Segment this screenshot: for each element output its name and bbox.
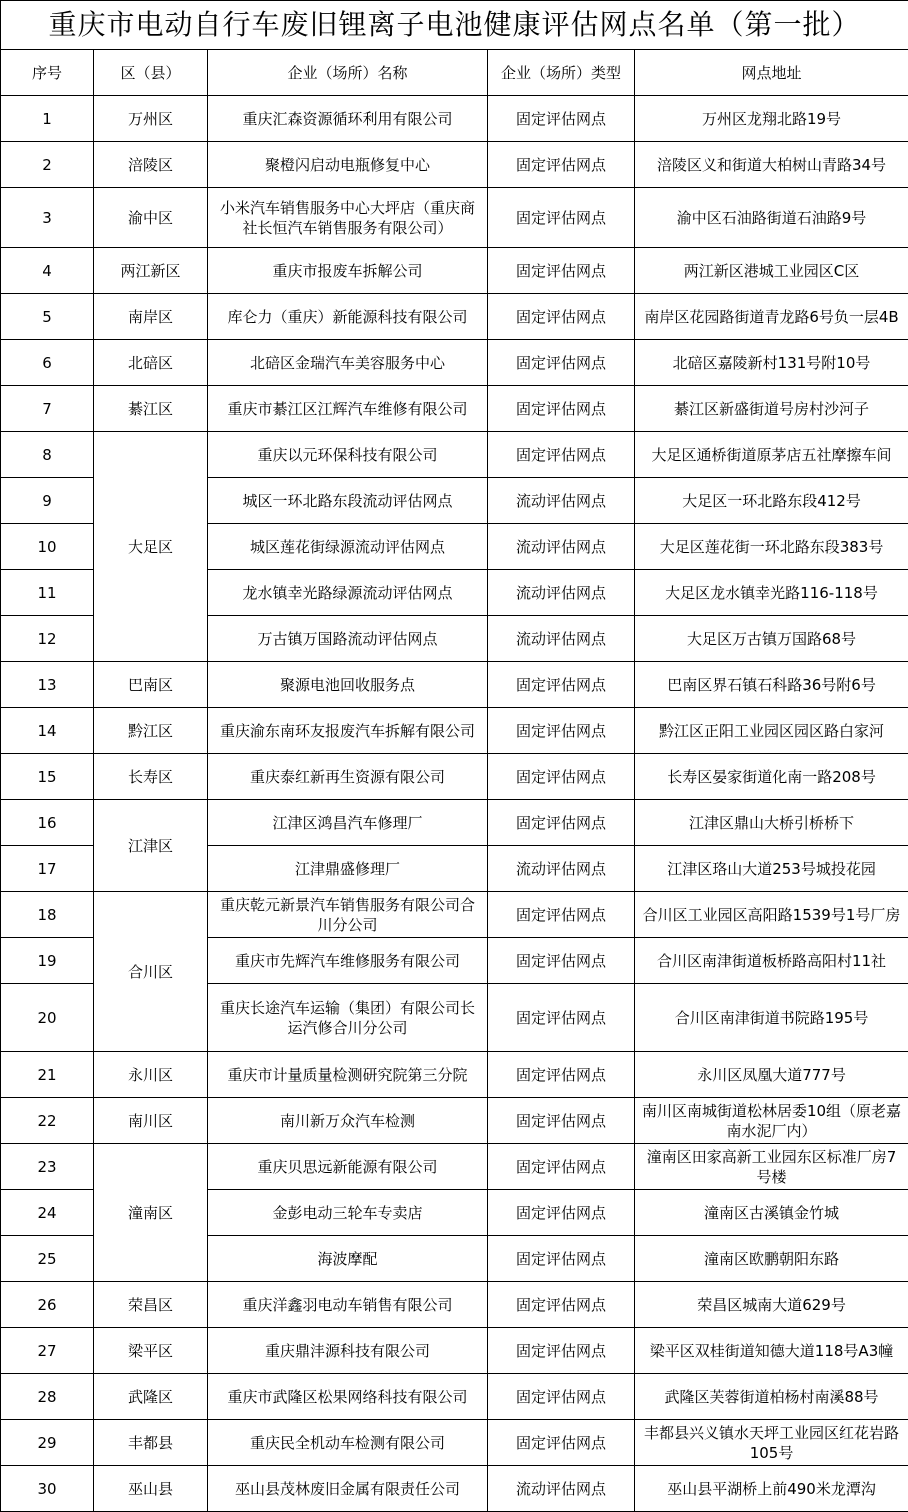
table-row bbox=[1, 294, 908, 340]
header-index: 序号 bbox=[1, 50, 94, 96]
row-index: 3 bbox=[1, 188, 94, 248]
row-index: 21 bbox=[1, 1052, 94, 1098]
table-row bbox=[1, 892, 908, 938]
row-company-type: 固定评估网点 bbox=[488, 754, 635, 800]
row-company-type: 固定评估网点 bbox=[488, 432, 635, 478]
row-address: 涪陵区义和街道大柏树山青路34号 bbox=[635, 142, 908, 188]
row-district: 南岸区 bbox=[94, 294, 208, 340]
row-company-name: 重庆汇森资源循环利用有限公司 bbox=[208, 96, 488, 142]
row-district: 巫山县 bbox=[94, 1466, 208, 1512]
document-title: 重庆市电动自行车废旧锂离子电池健康评估网点名单（第一批） bbox=[1, 1, 908, 50]
row-address: 梁平区双桂街道知德大道118号A3幢 bbox=[635, 1328, 908, 1374]
row-company-type: 固定评估网点 bbox=[488, 1420, 635, 1466]
row-address: 永川区凤凰大道777号 bbox=[635, 1052, 908, 1098]
row-address: 南岸区花园路街道青龙路6号负一层4B bbox=[635, 294, 908, 340]
table-row bbox=[1, 1052, 908, 1098]
row-company-type: 固定评估网点 bbox=[488, 386, 635, 432]
row-company-name: 库仑力（重庆）新能源科技有限公司 bbox=[208, 294, 488, 340]
table-row bbox=[1, 1098, 908, 1144]
row-address: 黔江区正阳工业园区园区路白家河 bbox=[635, 708, 908, 754]
row-company-type: 流动评估网点 bbox=[488, 616, 635, 662]
row-address: 南川区南城街道松林居委10组（原老嘉南水泥厂内） bbox=[635, 1098, 908, 1144]
row-company-name: 江津区鸿昌汽车修理厂 bbox=[208, 800, 488, 846]
row-company-name: 城区莲花街绿源流动评估网点 bbox=[208, 524, 488, 570]
row-company-type: 固定评估网点 bbox=[488, 96, 635, 142]
row-address: 巫山县平湖桥上前490米龙潭沟 bbox=[635, 1466, 908, 1512]
row-company-name: 重庆市先辉汽车维修服务有限公司 bbox=[208, 938, 488, 984]
row-company-name: 南川新万众汽车检测 bbox=[208, 1098, 488, 1144]
table-row bbox=[1, 1282, 908, 1328]
header-district: 区（县） bbox=[94, 50, 208, 96]
row-company-name: 重庆以元环保科技有限公司 bbox=[208, 432, 488, 478]
row-address: 合川区南津街道板桥路高阳村11社 bbox=[635, 938, 908, 984]
row-company-name: 龙水镇幸光路绿源流动评估网点 bbox=[208, 570, 488, 616]
row-company-name: 城区一环北路东段流动评估网点 bbox=[208, 478, 488, 524]
row-company-name: 重庆渝东南环友报废汽车拆解有限公司 bbox=[208, 708, 488, 754]
table-row bbox=[1, 188, 908, 248]
row-district: 永川区 bbox=[94, 1052, 208, 1098]
row-district: 綦江区 bbox=[94, 386, 208, 432]
header-company-name: 企业（场所）名称 bbox=[208, 50, 488, 96]
row-index: 12 bbox=[1, 616, 94, 662]
row-index: 28 bbox=[1, 1374, 94, 1420]
row-address: 巴南区界石镇石科路36号附6号 bbox=[635, 662, 908, 708]
row-index: 11 bbox=[1, 570, 94, 616]
row-district: 南川区 bbox=[94, 1098, 208, 1144]
row-index: 25 bbox=[1, 1236, 94, 1282]
row-index: 20 bbox=[1, 984, 94, 1052]
table-row bbox=[1, 1374, 908, 1420]
row-address: 江津区珞山大道253号城投花园 bbox=[635, 846, 908, 892]
row-address: 潼南区古溪镇金竹城 bbox=[635, 1190, 908, 1236]
row-company-name: 聚橙闪启动电瓶修复中心 bbox=[208, 142, 488, 188]
row-index: 19 bbox=[1, 938, 94, 984]
row-index: 6 bbox=[1, 340, 94, 386]
row-address: 万州区龙翔北路19号 bbox=[635, 96, 908, 142]
table-row bbox=[1, 800, 908, 846]
row-company-type: 流动评估网点 bbox=[488, 524, 635, 570]
row-index: 4 bbox=[1, 248, 94, 294]
row-index: 13 bbox=[1, 662, 94, 708]
row-index: 2 bbox=[1, 142, 94, 188]
row-district: 长寿区 bbox=[94, 754, 208, 800]
row-company-name: 北碚区金瑞汽车美容服务中心 bbox=[208, 340, 488, 386]
row-index: 8 bbox=[1, 432, 94, 478]
row-company-type: 固定评估网点 bbox=[488, 1144, 635, 1190]
row-index: 23 bbox=[1, 1144, 94, 1190]
table-row bbox=[1, 142, 908, 188]
row-company-name: 巫山县茂林废旧金属有限责任公司 bbox=[208, 1466, 488, 1512]
row-district: 涪陵区 bbox=[94, 142, 208, 188]
row-address: 丰都县兴义镇水天坪工业园区红花岩路105号 bbox=[635, 1420, 908, 1466]
row-address: 江津区鼎山大桥引桥桥下 bbox=[635, 800, 908, 846]
row-address: 合川区南津街道书院路195号 bbox=[635, 984, 908, 1052]
row-index: 26 bbox=[1, 1282, 94, 1328]
row-address: 大足区龙水镇幸光路116-118号 bbox=[635, 570, 908, 616]
row-company-type: 固定评估网点 bbox=[488, 188, 635, 248]
table-row bbox=[1, 662, 908, 708]
row-index: 7 bbox=[1, 386, 94, 432]
row-district: 黔江区 bbox=[94, 708, 208, 754]
row-index: 16 bbox=[1, 800, 94, 846]
row-index: 10 bbox=[1, 524, 94, 570]
row-company-name: 重庆鼎沣源科技有限公司 bbox=[208, 1328, 488, 1374]
row-company-name: 金彭电动三轮车专卖店 bbox=[208, 1190, 488, 1236]
row-company-name: 重庆泰红新再生资源有限公司 bbox=[208, 754, 488, 800]
table-row bbox=[1, 386, 908, 432]
row-company-type: 固定评估网点 bbox=[488, 340, 635, 386]
row-address: 荣昌区城南大道629号 bbox=[635, 1282, 908, 1328]
row-index: 27 bbox=[1, 1328, 94, 1374]
row-index: 1 bbox=[1, 96, 94, 142]
row-company-name: 万古镇万国路流动评估网点 bbox=[208, 616, 488, 662]
table-row bbox=[1, 1420, 908, 1466]
table-row bbox=[1, 340, 908, 386]
table-row bbox=[1, 1328, 908, 1374]
row-address: 合川区工业园区高阳路1539号1号厂房 bbox=[635, 892, 908, 938]
table-row bbox=[1, 754, 908, 800]
row-index: 14 bbox=[1, 708, 94, 754]
row-address: 大足区莲花街一环北路东段383号 bbox=[635, 524, 908, 570]
row-index: 18 bbox=[1, 892, 94, 938]
row-district: 北碚区 bbox=[94, 340, 208, 386]
row-address: 北碚区嘉陵新村131号附10号 bbox=[635, 340, 908, 386]
table-row bbox=[1, 1144, 908, 1190]
row-address: 渝中区石油路街道石油路9号 bbox=[635, 188, 908, 248]
row-district: 渝中区 bbox=[94, 188, 208, 248]
row-company-name: 江津鼎盛修理厂 bbox=[208, 846, 488, 892]
row-company-type: 固定评估网点 bbox=[488, 294, 635, 340]
row-district: 合川区 bbox=[94, 892, 208, 1052]
row-index: 15 bbox=[1, 754, 94, 800]
row-district: 江津区 bbox=[94, 800, 208, 892]
row-company-type: 固定评估网点 bbox=[488, 1098, 635, 1144]
row-company-type: 固定评估网点 bbox=[488, 142, 635, 188]
row-index: 5 bbox=[1, 294, 94, 340]
row-company-type: 固定评估网点 bbox=[488, 800, 635, 846]
row-company-name: 重庆长途汽车运输（集团）有限公司长运汽修合川分公司 bbox=[208, 984, 488, 1052]
row-district: 梁平区 bbox=[94, 1328, 208, 1374]
row-company-name: 重庆市綦江区江辉汽车维修有限公司 bbox=[208, 386, 488, 432]
row-address: 两江新区港城工业园区C区 bbox=[635, 248, 908, 294]
row-index: 24 bbox=[1, 1190, 94, 1236]
row-company-name: 小米汽车销售服务中心大坪店（重庆商社长恒汽车销售服务有限公司） bbox=[208, 188, 488, 248]
table-row bbox=[1, 1466, 908, 1512]
row-district: 武隆区 bbox=[94, 1374, 208, 1420]
row-company-type: 固定评估网点 bbox=[488, 1282, 635, 1328]
row-address: 綦江区新盛街道号房村沙河子 bbox=[635, 386, 908, 432]
row-company-type: 流动评估网点 bbox=[488, 570, 635, 616]
row-district: 大足区 bbox=[94, 432, 208, 662]
row-index: 22 bbox=[1, 1098, 94, 1144]
row-index: 9 bbox=[1, 478, 94, 524]
row-company-name: 重庆市计量质量检测研究院第三分院 bbox=[208, 1052, 488, 1098]
row-company-type: 固定评估网点 bbox=[488, 1190, 635, 1236]
row-address: 潼南区田家高新工业园东区标准厂房7号楼 bbox=[635, 1144, 908, 1190]
row-district: 荣昌区 bbox=[94, 1282, 208, 1328]
table-row bbox=[1, 708, 908, 754]
row-district: 两江新区 bbox=[94, 248, 208, 294]
row-company-name: 海波摩配 bbox=[208, 1236, 488, 1282]
row-index: 29 bbox=[1, 1420, 94, 1466]
row-company-type: 固定评估网点 bbox=[488, 1236, 635, 1282]
row-company-type: 固定评估网点 bbox=[488, 662, 635, 708]
table-row bbox=[1, 96, 908, 142]
row-address: 大足区一环北路东段412号 bbox=[635, 478, 908, 524]
row-company-type: 固定评估网点 bbox=[488, 708, 635, 754]
row-company-type: 固定评估网点 bbox=[488, 1328, 635, 1374]
row-company-type: 固定评估网点 bbox=[488, 892, 635, 938]
row-company-name: 重庆洋鑫羽电动车销售有限公司 bbox=[208, 1282, 488, 1328]
row-company-type: 固定评估网点 bbox=[488, 938, 635, 984]
row-index: 30 bbox=[1, 1466, 94, 1512]
row-district: 万州区 bbox=[94, 96, 208, 142]
row-index: 17 bbox=[1, 846, 94, 892]
row-company-type: 流动评估网点 bbox=[488, 478, 635, 524]
row-company-name: 重庆市武隆区松果网络科技有限公司 bbox=[208, 1374, 488, 1420]
row-district: 巴南区 bbox=[94, 662, 208, 708]
row-address: 大足区通桥街道原茅店五社摩擦车间 bbox=[635, 432, 908, 478]
row-address: 长寿区晏家街道化南一路208号 bbox=[635, 754, 908, 800]
row-address: 武隆区芙蓉街道柏杨村南溪88号 bbox=[635, 1374, 908, 1420]
row-company-name: 重庆市报废车拆解公司 bbox=[208, 248, 488, 294]
row-company-name: 重庆贝思远新能源有限公司 bbox=[208, 1144, 488, 1190]
row-district: 丰都县 bbox=[94, 1420, 208, 1466]
row-address: 潼南区欧鹏朝阳东路 bbox=[635, 1236, 908, 1282]
row-company-name: 重庆民全机动车检测有限公司 bbox=[208, 1420, 488, 1466]
row-company-type: 固定评估网点 bbox=[488, 248, 635, 294]
row-company-type: 固定评估网点 bbox=[488, 984, 635, 1052]
row-company-type: 固定评估网点 bbox=[488, 1374, 635, 1420]
row-address: 大足区万古镇万国路68号 bbox=[635, 616, 908, 662]
table-row bbox=[1, 248, 908, 294]
table-row bbox=[1, 432, 908, 478]
row-company-type: 流动评估网点 bbox=[488, 1466, 635, 1512]
table-header-row bbox=[1, 50, 908, 96]
header-company-type: 企业（场所）类型 bbox=[488, 50, 635, 96]
row-company-type: 固定评估网点 bbox=[488, 1052, 635, 1098]
header-address: 网点地址 bbox=[635, 50, 908, 96]
row-company-name: 重庆乾元新景汽车销售服务有限公司合川分公司 bbox=[208, 892, 488, 938]
row-district: 潼南区 bbox=[94, 1144, 208, 1282]
row-company-type: 流动评估网点 bbox=[488, 846, 635, 892]
row-company-name: 聚源电池回收服务点 bbox=[208, 662, 488, 708]
